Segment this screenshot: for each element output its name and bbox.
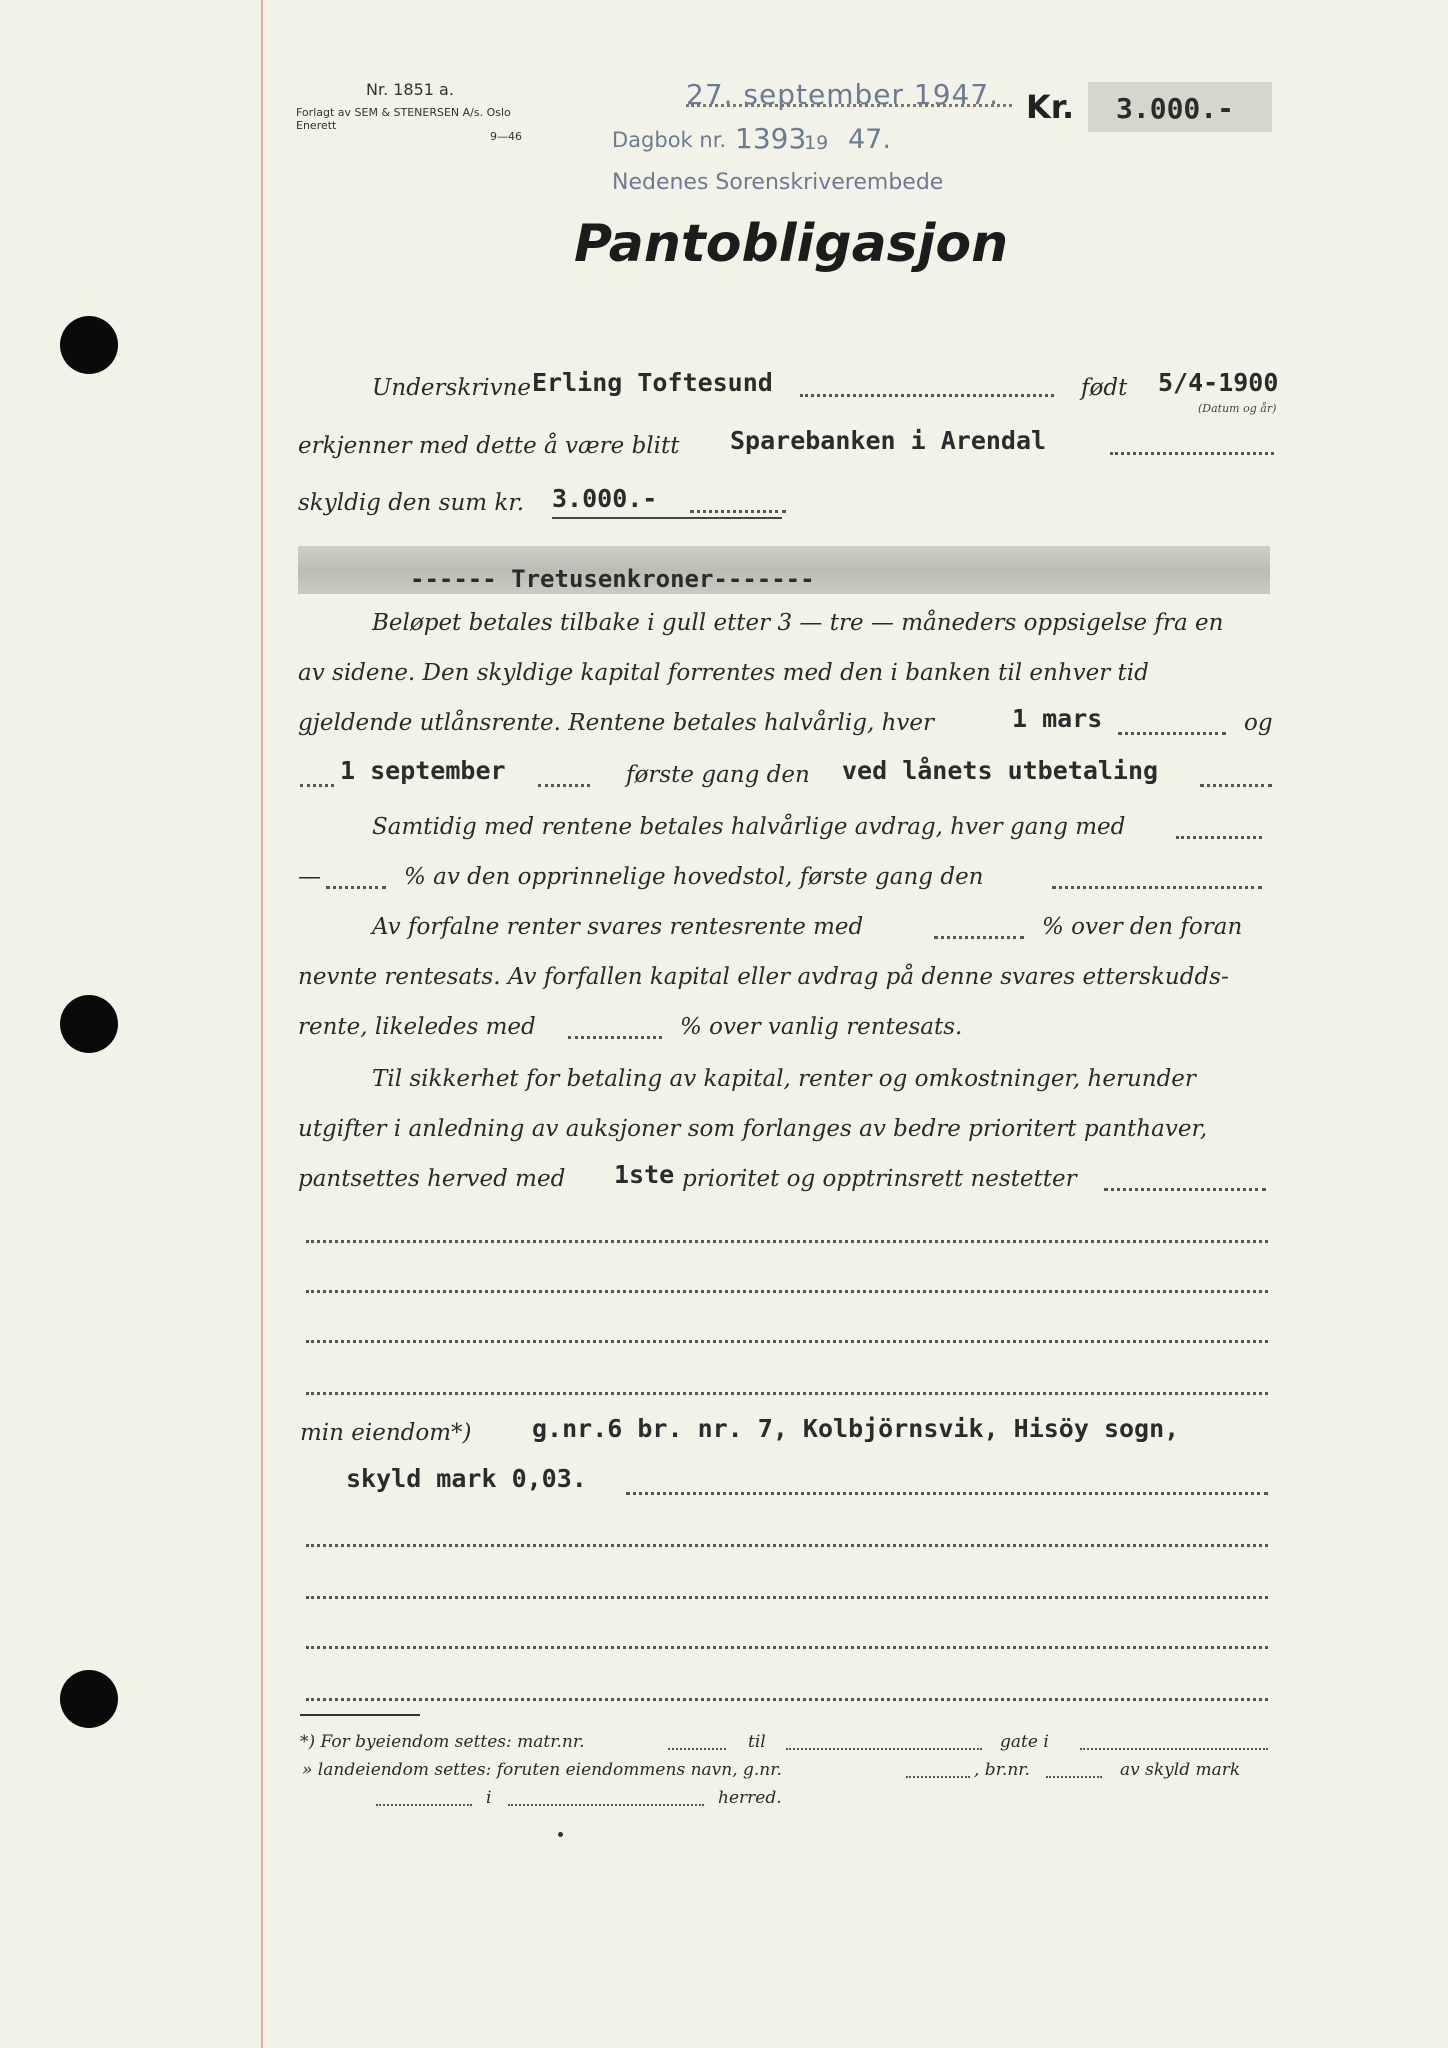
fill-line <box>306 1240 1268 1243</box>
fodt-label: født <box>1081 375 1128 401</box>
fill-line <box>568 1036 662 1039</box>
fodt-hint: (Datum og år) <box>1198 402 1277 415</box>
form-number: Nr. 1851 a. <box>366 80 454 99</box>
text-line: pantsettes herved med <box>298 1166 566 1192</box>
first-payment-value: ved lånets utbetaling <box>842 756 1159 785</box>
skyldig-label: skyldig den sum kr. <box>298 490 525 516</box>
kr-label: Kr. <box>1026 88 1075 126</box>
dagbok-label: Dagbok nr. <box>612 128 727 152</box>
text-line: Beløpet betales tilbake i gull etter 3 — tre — måneders oppsigelse fra en <box>372 610 1224 636</box>
interest-date-2: 1 september <box>340 756 506 785</box>
text-line: og <box>1244 710 1273 736</box>
sum-value: 3.000.- <box>552 484 658 513</box>
priority-value: 1ste <box>614 1160 675 1189</box>
text-line: Av forfalne renter svares rentesrente med <box>372 914 864 940</box>
footnote-line: » landeiendom settes: foruten eiendommens navn, g.nr. <box>302 1760 782 1780</box>
margin-line <box>261 0 263 2048</box>
fill-line <box>306 1340 1268 1343</box>
footnote-line: herred. <box>718 1788 782 1808</box>
footnote-line: gate i <box>1000 1732 1049 1752</box>
dagbok-year: 47. <box>848 124 891 155</box>
text-line: rente, likeledes med <box>298 1014 536 1040</box>
fill-line <box>306 1698 1268 1701</box>
eiendom-label: min eiendom*) <box>300 1420 472 1446</box>
ink-dot <box>558 1832 563 1837</box>
footnote-line: i <box>486 1788 492 1808</box>
underskrivne-value: Erling Toftesund <box>532 368 773 397</box>
text-line: prioritet og opptrinsrett nestetter <box>682 1166 1077 1192</box>
dagbok-number: 1393 <box>735 122 807 155</box>
footnote-line: *) For byeiendom settes: matr.nr. <box>300 1732 585 1752</box>
fill-line <box>906 1776 970 1778</box>
punch-hole <box>60 316 118 374</box>
fill-line <box>306 1392 1268 1395</box>
fodt-value: 5/4-1900 <box>1158 368 1279 397</box>
footnote-rule <box>300 1714 420 1716</box>
text-line: av sidene. Den skyldige kapital forrentes med den i banken til enhver tid <box>298 660 1149 686</box>
text-line: første gang den <box>626 762 810 788</box>
publisher-line: Forlagt av SEM & STENERSEN A/s. Oslo <box>296 106 511 119</box>
fill-line <box>668 1748 726 1750</box>
text-line: % av den opprinnelige hovedstol, første gang den <box>404 864 984 890</box>
dash-value: — <box>298 864 321 890</box>
fill-line <box>1080 1748 1268 1750</box>
fill-line <box>538 784 590 787</box>
fill-line <box>1052 886 1262 889</box>
fill-line <box>690 510 786 513</box>
stamp-date: 27. september 1947. <box>686 78 1000 111</box>
fill-line <box>934 936 1024 939</box>
eiendom-value-2: skyld mark 0,03. <box>346 1464 587 1493</box>
footnote-line: til <box>748 1732 766 1752</box>
eiendom-value: g.nr.6 br. nr. 7, Kolbjörnsvik, Hisöy sogn, <box>532 1414 1180 1443</box>
fill-line <box>1104 1188 1266 1191</box>
date-underline <box>686 104 1012 107</box>
interest-date-1: 1 mars <box>1012 704 1103 733</box>
dagbok-year-prefix: 19 <box>804 132 829 154</box>
sum-in-words: ------ Tretusenkroner------- <box>410 565 815 593</box>
creditor-value: Sparebanken i Arendal <box>730 426 1047 455</box>
punch-hole <box>60 1670 118 1728</box>
punch-hole <box>60 995 118 1053</box>
fill-line <box>1046 1776 1102 1778</box>
fill-line <box>326 886 386 889</box>
fill-line <box>306 1544 1268 1547</box>
fill-line <box>306 1290 1268 1293</box>
document-title: Pantobligasjon <box>574 214 1009 274</box>
fill-line <box>1200 784 1272 787</box>
fill-line <box>508 1804 704 1806</box>
fill-line <box>300 784 334 787</box>
text-line: % over den foran <box>1042 914 1243 940</box>
text-line: Samtidig med rentene betales halvårlige avdrag, hver gang med <box>372 814 1126 840</box>
footnote-line: av skyld mark <box>1120 1760 1241 1780</box>
publisher-enerett: Enerett <box>296 119 337 132</box>
fill-line <box>306 1596 1268 1599</box>
office-stamp: Nedenes Sorenskriverembede <box>612 170 944 195</box>
fill-line <box>626 1492 1268 1495</box>
text-line: utgifter i anledning av auksjoner som forlanges av bedre prioritert panthaver, <box>298 1116 1208 1142</box>
sum-underline <box>552 517 782 519</box>
text-line: Til sikkerhet for betaling av kapital, renter og omkostninger, herunder <box>372 1066 1196 1092</box>
fill-line <box>786 1748 982 1750</box>
fill-line <box>376 1804 472 1806</box>
text-line: nevnte rentesats. Av forfallen kapital eller avdrag på denne svares etterskudds- <box>298 964 1229 990</box>
fill-line <box>1176 836 1262 839</box>
amount-value: 3.000.- <box>1116 92 1235 125</box>
fill-line <box>1118 732 1226 735</box>
fill-line <box>306 1646 1268 1649</box>
text-line: % over vanlig rentesats. <box>680 1014 963 1040</box>
fill-line <box>1110 452 1274 455</box>
erkjenner-label: erkjenner med dette å være blitt <box>298 433 680 459</box>
underskrivne-label: Underskrivne <box>372 375 532 401</box>
text-line: gjeldende utlånsrente. Rentene betales halvårlig, hver <box>298 710 935 736</box>
fill-line <box>800 394 1054 397</box>
footnote-line: , br.nr. <box>974 1760 1030 1780</box>
publisher-date: 9—46 <box>490 130 522 143</box>
publisher-block <box>296 106 511 132</box>
